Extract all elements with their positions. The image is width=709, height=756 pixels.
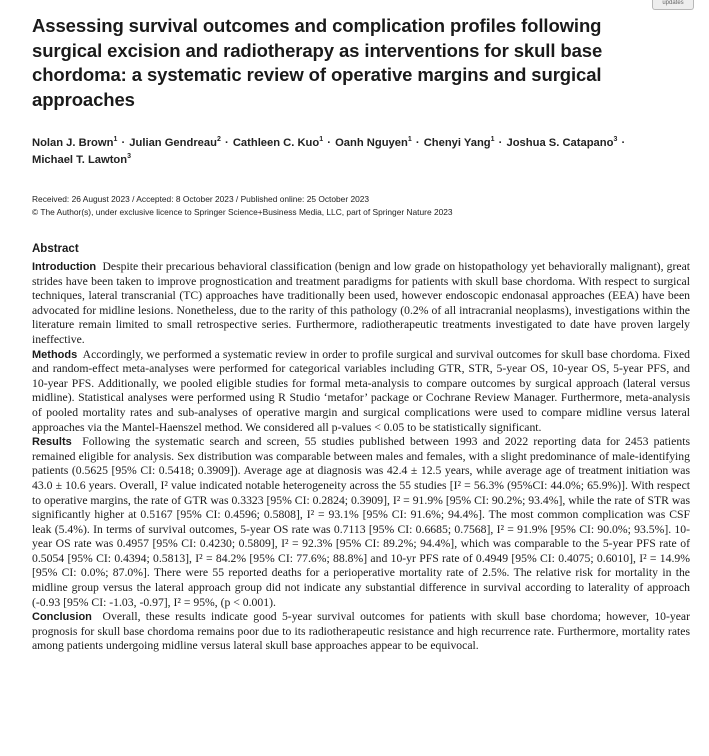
section-label: Conclusion: [32, 611, 92, 624]
section-text: Despite their precarious behavioral classification (benign and low grade on histopathology yet behaviorally malignant), great strides have been taken to improve prognostication and treatment paradigms for patients with skull base chordoma. With respect to surgical techniques, lateral transcranial (TC) approaches have traditionally been used, however endoscopic endonasal approaches (EEA) have been advocated for midline lesions. Nonetheless, due to the rarity of this pathology (0.2% of all intracranial neoplasms), investigations within the literature remain limited to small retrospective series. Furthermore, radiotherapeutic treatments investigated to date have proven largely ineffective.: [32, 260, 690, 346]
section-text: Following the systematic search and screen, 55 studies published between 1993 and 2022 reporting data for 2453 patients remained eligible for analysis. Sex distribution was comparable between males and females, with a slight predominance of male-identifying patients (0.5625 [95% CI: 0.5418; 0.3909]). Average age at diagnosis was 42.4 ± 12.5 years, while average age of treatment initiation was 43.0 ± 10.6 years. Overall, I² value indicated notable heterogeneity across the 55 studies [I² = 56.3% (95%CI: 44.0%; 65.9%)]. With respect to operative margins, the rate of GTR was 0.3323 [95% CI: 0.2824; 0.3909], I² = 91.9% [95% CI: 90.2%; 93.4%], while the rate of STR was significantly higher at 0.5167 [95% CI: 0.4596; 0.5808], I² = 93.1% [95% CI: 91.6%; 94.4%]. The most common complication was CSF leak (5.4%). In terms of survival outcomes, 5-year OS rate was 0.7113 [95% CI: 0.6685; 0.7568], I² = 91.9% [95% CI: 90.0%; 93.5%]. 10-year OS rate was 0.4957 [95% CI: 0.4230; 0.5809], I² = 92.3% [95% CI: 89.2%; 94.4%], which was comparable to the 5-year PFS rate of 0.5054 [95% CI: 0.4394; 0.5813], I² = 84.2% [95% CI: 77.6%; 88.8%] and 10-yr PFS rate of 0.4949 [95% CI: 0.4075; 0.6010], I² = 14.9% [95% CI: 0.0%; 87.0%]. There were 55 reported deaths for a perioperative mortality rate of 2.5%. The relative risk for mortality in the midline group versus the lateral approach group did not indicate any substantial difference in survival according to laterality of approach (-0.93 [95% CI: -1.03, -0.97], I² = 95%, (p < 0.001).: [32, 435, 690, 609]
copyright-line: © The Author(s), under exclusive licence to Springer Science+Business Media, LLC, part of Springer Nature 2023: [32, 206, 453, 217]
author-separator: ·: [618, 137, 626, 149]
abstract-results: [32, 435, 690, 610]
author-separator: ·: [324, 137, 335, 149]
abstract-introduction: [32, 260, 690, 348]
author-name[interactable]: Joshua S. Catapano$^3$: [506, 136, 618, 149]
author-name[interactable]: Michael T. Lawton$^3$: [32, 153, 132, 166]
author-name[interactable]: Nolan J. Brown$^1$: [32, 136, 118, 149]
abstract-heading: Abstract: [32, 243, 79, 255]
author-separator: ·: [412, 137, 423, 149]
author-separator: ·: [221, 137, 232, 149]
author-list: [32, 135, 682, 169]
section-label: Methods: [32, 348, 78, 361]
author-name[interactable]: Cathleen C. Kuo$^1$: [232, 136, 324, 149]
author-name[interactable]: Chenyi Yang$^1$: [423, 136, 495, 149]
publication-dates: Received: 26 August 2023 / Accepted: 8 October 2023 / Published online: 25 October 2023: [32, 194, 370, 204]
abstract-conclusion: [32, 610, 690, 654]
author-name[interactable]: Julian Gendreau$^2$: [129, 136, 221, 149]
author-separator: ·: [118, 137, 129, 149]
section-label: Results: [32, 436, 72, 449]
abstract-methods: [32, 348, 690, 436]
author-name[interactable]: Oanh Nguyen$^1$: [335, 136, 412, 149]
publication-info: [32, 193, 682, 218]
abstract-body: [32, 260, 690, 654]
section-text: Accordingly, we performed a systematic review in order to profile surgical and survival outcomes for skull base chordoma. Fixed and random-effect meta-analyses were performed for categorical variables including GTR, STR, 5-year OS, 10-year OS, 5-year PFS, and 10-year PFS. Additionally, we pooled eligible studies for formal meta-analysis to compare outcomes by surgical approach (lateral versus midline). Statistical analyses were performed using R Studio ‘metafor’ package or Cochrane Review Manager. Furthermore, meta-analysis of pooled mortality rates and sub-analyses of operative margin and surgical complications were used to compare midline versus lateral approaches via the Mantel-Haenszel method. We considered all p-values < 0.05 to be statistically significant.: [32, 347, 690, 434]
author-separator: ·: [495, 137, 506, 149]
article-title: Assessing survival outcomes and complication profiles following surgical excision and radiotherapy as interventions for skull base chordoma: a systematic review of operative margins and surgical approaches: [32, 15, 603, 110]
section-label: Introduction: [32, 261, 97, 273]
section-text: Overall, these results indicate good 5-year survival outcomes for patients with skull base chordoma; however, 10-year prognosis for skull base chordoma remains poor due to its radiotherapeutic resistance and high recurrence rate. Furthermore, mortality rates among patients undergoing midline versus lateral skull base approaches appear to be equivocal.: [32, 610, 691, 653]
check-for-updates-badge[interactable]: updates: [652, 0, 694, 10]
